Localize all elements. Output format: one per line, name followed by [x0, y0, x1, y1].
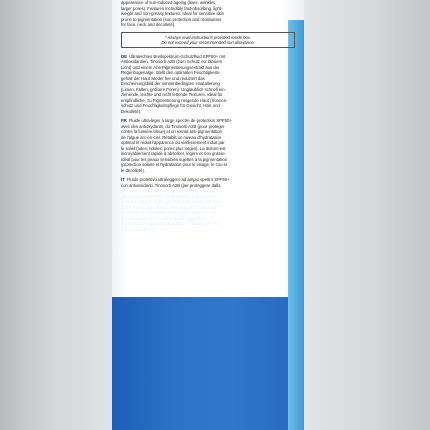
text-line: empfindliche, zu Pigmentierung neigende Haut (Sonnen- [121, 97, 228, 103]
text-line: le soleil (rides, ridules, pores plus larges). La texture est [121, 145, 226, 151]
text-line: Licht) und einem Anti-Pigmentierungsextrakt aus der [121, 64, 220, 70]
text-line: optimal et réduit l'apparence du vieillissement induit par [121, 140, 225, 146]
text-line: gehalt der Haut wieder her und reduziert das [121, 75, 205, 81]
text-line: luce blu) e un estratto anti-pigmentazione dell'Alga [121, 188, 216, 194]
text-line: ziehende, leichte und nicht fettende Texturen. Ideal für [121, 92, 223, 98]
text-line: Fluido protettivo ultraleggero ad ampio spettro SPF50+ [126, 177, 230, 183]
text-line: appearance of sun-induced ageing (lines, wrinkles, [121, 0, 217, 5]
text-line: larger pores). Features incredibly fast-absorbing, light- [121, 5, 223, 11]
tube-blue-band [112, 297, 304, 430]
lang-code-it: IT [121, 177, 125, 183]
text-line: Dekolleté). [121, 108, 142, 114]
text-line: Regenbogenalge. Stellt den optimalen Feuchtigkeits- [121, 70, 221, 76]
fr-description [121, 118, 295, 173]
text-line: assorbimento incredibilmente rapido, leggera e non [121, 210, 218, 216]
text-line: Antioxidantien, Tinosorb A2B (zum Schutz vor blauem [121, 59, 223, 65]
warning-line: * Always read instructions provided inside box. [164, 34, 252, 40]
en-description-tail [121, 0, 295, 28]
product-tube [112, 0, 304, 430]
text-line: grassa. Ideale per le pelli sensibili soggette a [121, 215, 206, 221]
text-line: (protection solaire et hydratation pour le visage, le cou et [121, 162, 228, 168]
text-line: le décolleté). [121, 167, 145, 173]
text-line: e riduce l'aspetto dell'invecchiamento indotto dal sole [121, 199, 221, 205]
it-description [121, 177, 295, 232]
text-line: incroyablement rapide à absorber, légère et non grasse. [121, 151, 226, 157]
text-line: weight and non-greasy textures. Ideal for sensitive skin [121, 11, 224, 16]
text-line: schutz und Feuchtigkeitspflege für Gesicht, Hals und [121, 103, 220, 109]
background-left [0, 0, 112, 430]
de-description [121, 54, 295, 115]
text-line: pigmentazione (protezione solare e idratante per viso, [121, 221, 222, 227]
lang-code-de: DE [121, 53, 127, 59]
warning-box [121, 32, 295, 48]
text-line: (linee, rughe, pori dilatati). Presenta una texture ad [121, 204, 217, 210]
text-line: (Linien, Falten, größere Poren). Unglaublich schnell ein- [121, 86, 226, 92]
text-line: prone to pigmentation (sun protection and moisturiser [121, 16, 222, 22]
text-line: Arcobaleno. Ripristina i livelli ottimali di idratazione [121, 193, 216, 199]
warning-line: Do not exceed your recommended sun allowance. [161, 39, 255, 45]
background-right [304, 0, 430, 430]
text-line: Erscheinungsbild der sonnenbedingten Hautalterung [121, 81, 220, 87]
text-line: con antiossidanti, Tinosorb A2B (per proteggere dalla [121, 182, 221, 188]
text-line: contre la lumière bleue) et un extrait anti-pigmentation [121, 129, 223, 135]
text-line: Idéal pour les peaux sensibles sujettes à la pigmentation [121, 156, 228, 162]
text-line: for face, neck and décolleté). [121, 22, 176, 27]
label-text [121, 0, 295, 232]
text-line: Ultraleichtes Breitspektrum-Schutzfluid SPF50+ mit [128, 53, 226, 59]
text-line: collo e décolleté). [121, 226, 154, 232]
text-line: de l'algue arc-en-ciel. Rétablit un niveau d'hydratation [121, 134, 222, 140]
text-line: avec des antioxydants, du Tinosorb A2B (pour protéger [121, 123, 225, 129]
text-line: Fluide ultra-léger à large spectre de protection SPF50+ [128, 118, 232, 124]
lang-code-fr: FR [121, 118, 127, 124]
